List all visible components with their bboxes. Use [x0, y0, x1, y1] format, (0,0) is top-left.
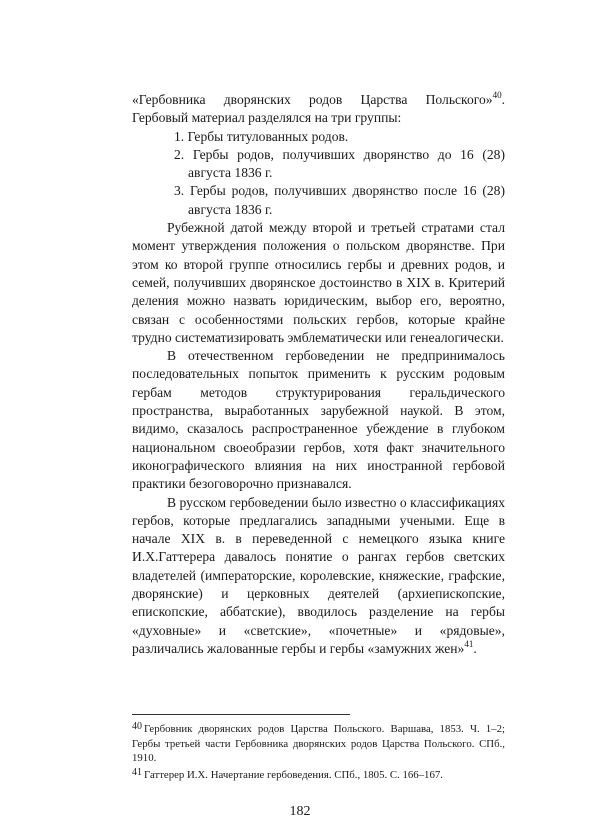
footnote-40-mark: 40 [132, 721, 142, 732]
paragraph-1: Рубежной датой между второй и третьей стратами стал момент утверждения положения о польском дворянстве. При этом ко второй группе относились гербы и древних родов, и семей, получивших дворянское достоинство в XIX в. Критерий деления можно назвать юридическим, выбор его, вероятно, связан с особенностями польских гербов, которые крайне трудно систематизировать эмблематически или генеалогически. [132, 220, 505, 345]
footnotes [132, 722, 505, 784]
footnote-41-mark: 41 [132, 766, 142, 778]
paragraph-3 [132, 494, 505, 659]
footnote-ref-40: 40 [492, 90, 502, 100]
group-item-2: 2. Гербы родов, получивших дворянство до 16 (28) августа 1836 г. [174, 146, 505, 181]
footnote-ref-41: 41 [464, 638, 474, 649]
paragraph-2: В отечественном гербоведении не предпринималось последовательных попыток применить к русским родовым гербам методов структурирования геральдического пространства, выработанных зарубежной наукой. В этом, видимо, сказалось распространенное убеждение в глубоком национальном своеобразии гербов, хотя факт значительного иконографического влияния на них иностранной гербовой практики безоговорочно признавался. [132, 348, 505, 492]
footnote-41 [132, 768, 505, 783]
main-text [132, 91, 505, 658]
group-item-3: 3. Гербы родов, получивших дворянство после 16 (28) августа 1836 г. [174, 183, 505, 217]
intro-text-continued: . Гербовый материал разделялся на три группы: [132, 92, 505, 126]
footnote-divider [132, 714, 350, 715]
page-number: 182 [289, 804, 311, 819]
paragraph-3-end: . [473, 640, 477, 656]
paragraph-3-text: В русском гербоведении было известно о классификациях гербов, которые предлагались западными учеными. Еще в начале XIX в. в переведенной с немецкого языка книге И.Х.Гаттерера давалось понятие о рангах гербов светских владетелей (императорские, королевские, княжеские, графские, дворянские) и церковных деятелей (архиепископские, епископские, аббатские), вводилось разделение на гербы «духовные» и «светские», «почетные» и «рядовые», различались жалованные гербы и гербы «замужних жен» [132, 494, 505, 656]
footnote-40 [132, 722, 505, 766]
footnote-41-text: Гаттерер И.Х. Начертание гербоведения. СПб., 1805. С. 166–167. [144, 768, 443, 781]
intro-paragraph [132, 91, 505, 128]
group-list [132, 128, 505, 219]
group-item-1: 1. Гербы титулованных родов. [174, 128, 349, 144]
footnote-40-text: Гербовник дворянских родов Царства Польского. Варшава, 1853. Ч. 1–2; Гербы третьей части Гербовника дворянских родов Царства Польского. СПб., 1910. [132, 723, 505, 765]
intro-text: «Гербовника дворянских родов Царства Польского» [132, 92, 493, 107]
